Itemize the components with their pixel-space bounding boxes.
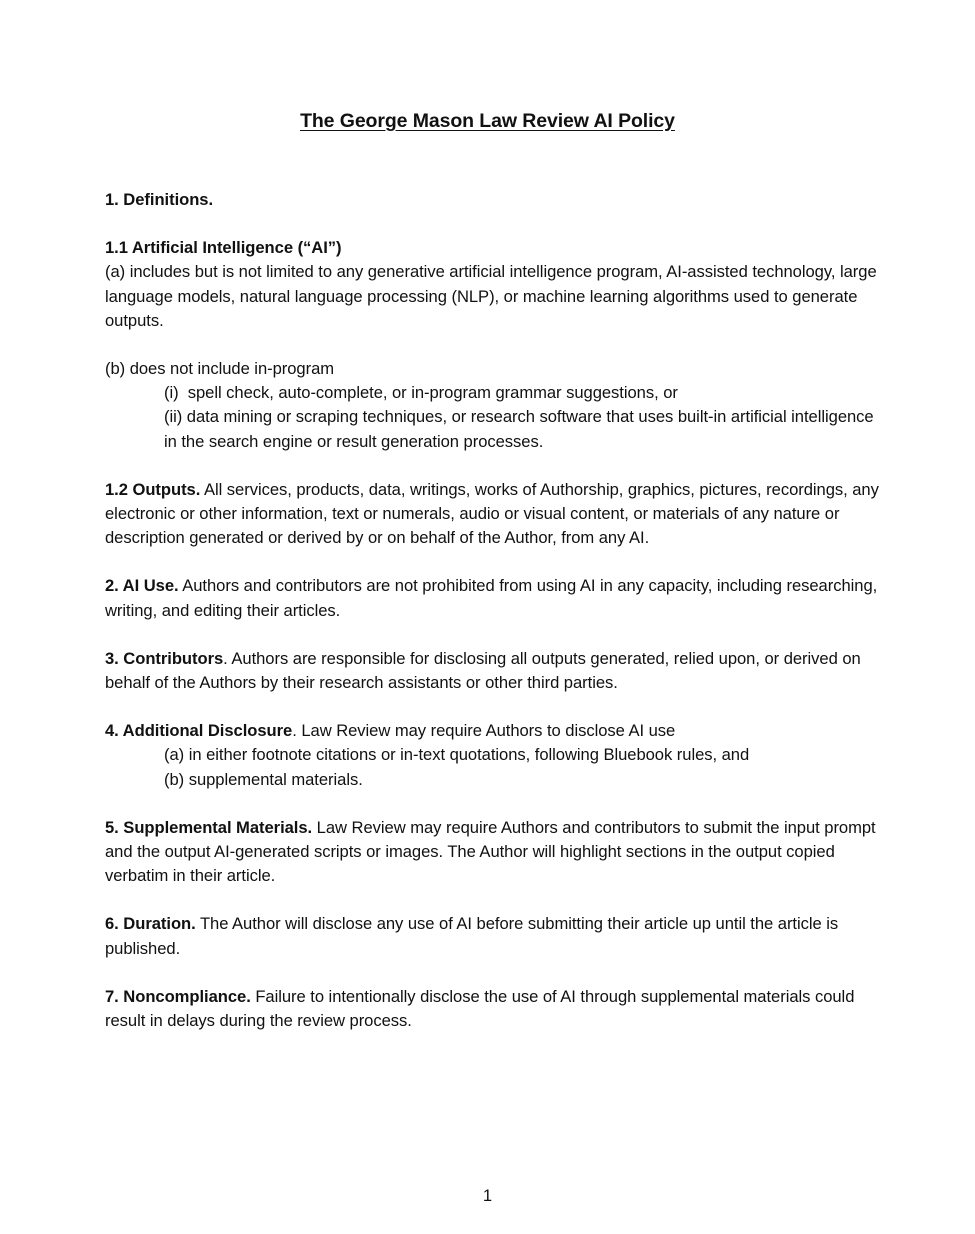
section-1-1-a: (a) includes but is not limited to any generative artificial intelligence program, AI-assisted technology, large language models, natural language processing (NLP), or machine learning algorithms used to generate outputs.	[105, 262, 877, 330]
section-1-1-b: (b) does not include in-program	[105, 359, 335, 379]
section-2-heading: 2. AI Use.	[105, 576, 179, 596]
section-5	[105, 816, 880, 889]
section-7	[105, 985, 880, 1033]
section-4	[105, 719, 880, 743]
section-6	[105, 912, 880, 960]
section-1-1-b-ii: (ii) data mining or scraping techniques, or research software that uses built-in artificial intelligence in the search engine or result generation processes.	[164, 407, 874, 451]
section-4-text: . Law Review may require Authors to disclose AI use	[292, 721, 676, 741]
section-7-heading: 7. Noncompliance.	[105, 986, 251, 1006]
document-title: The George Mason Law Review AI Policy	[300, 110, 675, 132]
section-1-1-b-i: (i) spell check, auto-complete, or in-program grammar suggestions, or	[164, 383, 678, 403]
section-3	[105, 647, 880, 695]
section-7-text: Failure to intentionally disclose the use of AI through supplemental materials could result in delays during the review process.	[105, 986, 855, 1031]
section-3-text: . Authors are responsible for disclosing all outputs generated, relied upon, or derived on behalf of the Authors by their research assistants or other third parties.	[105, 648, 861, 693]
section-4-item-a: (a) in either footnote citations or in-text quotations, following Bluebook rules, and	[164, 745, 750, 765]
section-1-2-text: All services, products, data, writings, works of Authorship, graphics, pictures, recordings, any electronic or other information, text or numerals, audio or visual content, or materials of any nature or description generated or derived by or on behalf of the Author, from any AI.	[105, 479, 879, 548]
section-5-heading: 5. Supplemental Materials.	[105, 817, 313, 837]
section-2-text: Authors and contributors are not prohibited from using AI in any capacity, including researching, writing, and editing their articles.	[105, 576, 878, 620]
section-1-1-heading: 1.1 Artificial Intelligence (“AI”)	[105, 238, 342, 258]
section-4-item-b: (b) supplemental materials.	[164, 769, 363, 789]
section-1-heading: 1. Definitions.	[105, 190, 214, 209]
section-1-2	[105, 478, 880, 551]
document-body	[105, 188, 880, 1033]
section-3-heading: 3. Contributors	[105, 648, 224, 668]
section-4-heading: 4. Additional Disclosure	[105, 721, 293, 741]
section-6-heading: 6. Duration.	[105, 914, 196, 934]
section-5-text: Law Review may require Authors and contributors to submit the input prompt and the output AI-generated scripts or images. The Author will highlight sections in the output copied verbatim in their article.	[105, 817, 876, 886]
section-2	[105, 574, 880, 622]
section-6-text: The Author will disclose any use of AI before submitting their article up until the article is published.	[105, 914, 839, 958]
page-number: 1	[482, 1186, 493, 1205]
section-1-2-heading: 1.2 Outputs.	[105, 479, 201, 499]
